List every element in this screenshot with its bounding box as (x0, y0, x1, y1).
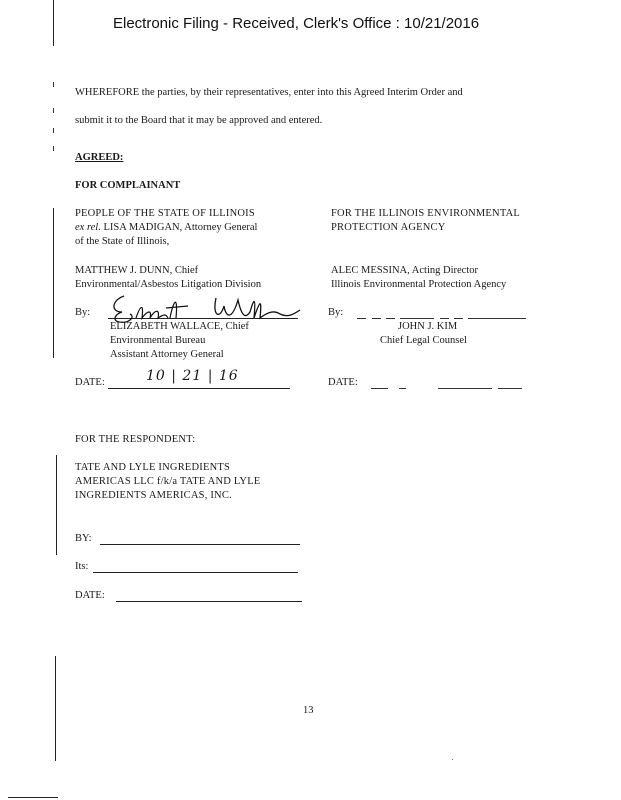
right-date-line (371, 388, 388, 389)
wherefore-line-1: WHEREFORE the parties, by their representatives, enter into this Agreed Interim Order and (75, 87, 463, 98)
margin-tick (53, 128, 54, 133)
right-date-line (438, 388, 492, 389)
margin-bar (56, 455, 57, 555)
right-signature-line (372, 318, 381, 319)
agreed-heading: AGREED: (75, 152, 124, 163)
filing-stamp: Electronic Filing - Received, Clerk's Office : 10/21/2016 (113, 15, 480, 32)
state-line: of the State of Illinois, (75, 236, 170, 247)
right-signer-title: Chief Legal Counsel (380, 335, 467, 346)
left-date-line (108, 388, 290, 389)
left-signer-title-2: Assistant Attorney General (110, 349, 224, 360)
right-signer-name: JOHN J. KIM (398, 321, 458, 332)
wherefore-line-2: submit it to the Board that it may be approved and entered. (75, 115, 323, 126)
page-number: 13 (303, 705, 314, 716)
respondent-name-1: TATE AND LYLE INGREDIENTS (75, 462, 231, 473)
right-date-label: DATE: (328, 377, 358, 388)
right-signature-line (357, 318, 366, 319)
right-date-line (399, 388, 406, 389)
director-agency: Illinois Environmental Protection Agency (331, 279, 507, 290)
respondent-its-label: Its: (75, 561, 89, 572)
ex-rel-italic: ex rel. (75, 222, 101, 233)
respondent-heading: FOR THE RESPONDENT: (75, 434, 196, 445)
respondent-its-line (93, 572, 298, 573)
left-by-label: By: (75, 307, 91, 318)
margin-tick (53, 108, 54, 113)
right-date-line (498, 388, 522, 389)
handwritten-date: 10 | 21 | 16 (146, 368, 239, 384)
attorney-general: LISA MADIGAN, Attorney General (100, 222, 258, 233)
respondent-date-label: DATE: (75, 590, 105, 601)
respondent-date-line (116, 601, 302, 602)
iepa-line-1: FOR THE ILLINOIS ENVIRONMENTAL (331, 208, 520, 219)
corner-rule (8, 797, 58, 798)
left-date-label: DATE: (75, 377, 105, 388)
margin-tick (53, 82, 54, 87)
respondent-name-3: INGREDIENTS AMERICAS, INC. (75, 490, 232, 501)
ex-rel-line (75, 221, 257, 235)
respondent-name-2: AMERICAS LLC f/k/a TATE AND LYLE (75, 476, 261, 487)
right-signature-line (386, 318, 395, 319)
right-by-label: By: (328, 307, 344, 318)
right-signature-line (400, 318, 434, 319)
right-signature-line (468, 318, 526, 319)
speck (452, 759, 453, 760)
margin-bar (53, 0, 54, 46)
chief-name: MATTHEW J. DUNN, Chief (75, 265, 199, 276)
respondent-by-line (100, 544, 300, 545)
left-signer-title-1: Environmental Bureau (110, 335, 206, 346)
right-signature-line (440, 318, 449, 319)
iepa-line-2: PROTECTION AGENCY (331, 222, 446, 233)
margin-bar (53, 208, 54, 358)
left-signer-name: ELIZABETH WALLACE, Chief (110, 321, 249, 332)
director-name: ALEC MESSINA, Acting Director (331, 265, 478, 276)
right-signature-line (454, 318, 463, 319)
respondent-by-label: BY: (75, 533, 92, 544)
for-complainant-heading: FOR COMPLAINANT (75, 180, 181, 191)
margin-bar (55, 656, 56, 761)
margin-tick (53, 146, 54, 151)
people-of-illinois: PEOPLE OF THE STATE OF ILLINOIS (75, 208, 255, 219)
chief-division: Environmental/Asbestos Litigation Division (75, 279, 262, 290)
